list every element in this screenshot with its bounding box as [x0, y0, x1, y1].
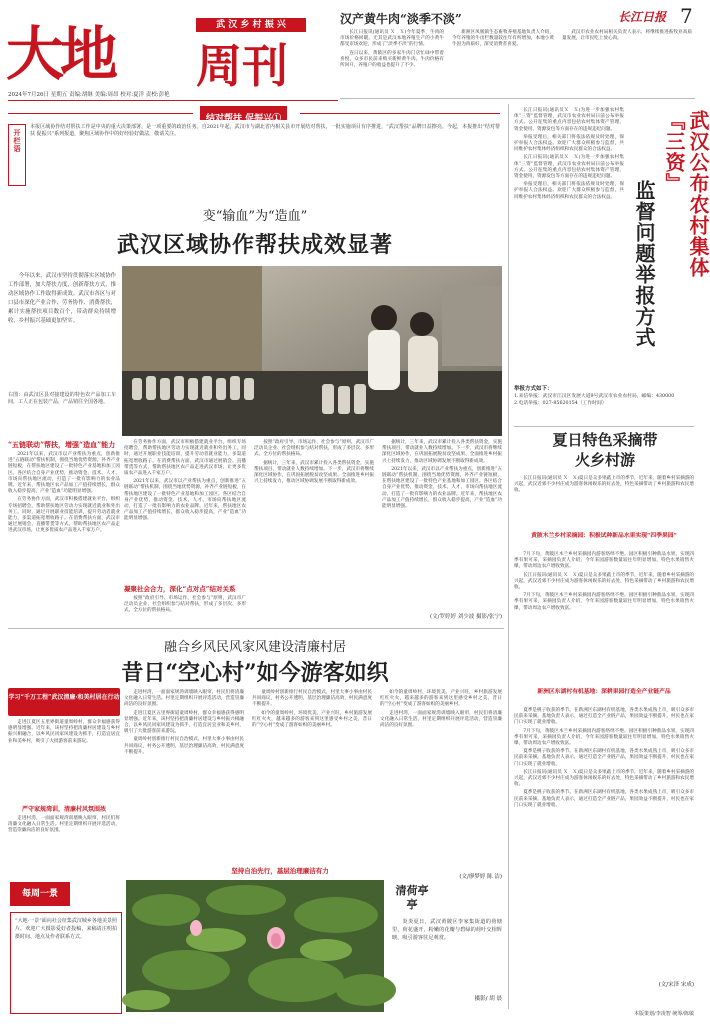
main-col-4	[382, 440, 502, 606]
bottom-para: 走进村湾，一面面家规湾训墙映入眼帘，村民们将清廉文化融入日常生活。村里定期组织开展评选活动，营造崇廉尚洁的良好氛围。	[380, 710, 502, 729]
right-para: 夏季是桃子收获的季节。在新洲区东湖村有机基地，各类水果成熟上市，吸引众多市民前来采摘。基地负责人表示，通过打造全产业链产品，果园效益不断提升，村民也在家门口实现了就业增收。	[514, 749, 694, 767]
notice-box	[10, 912, 122, 1014]
right-body-b	[514, 708, 694, 978]
right-para: 7月下旬，黄陂区木兰乡村采摘园内游客络绎不绝。园区积极引种新品水果，实现四季有果可采，采摘园负责人介绍，今年来园游客数量较往年明显增加，特色水果销售火爆，带动周边农户增收致富。	[514, 593, 694, 611]
main-photo	[122, 266, 502, 436]
feature-tag-text: 结对帮扶 促振兴①	[206, 114, 282, 124]
right-para: 举报受理后，相关部门将依法依规及时处理，保护举报人合法权益。欢迎广大群众积极参与监督，共同维护农村集体经济组织和农民群众的合法权益。	[514, 134, 624, 153]
right-para: 夏季是桃子收获的季节。在新洲区东湖村有机基地，各类水果成熟上市，吸引众多市民前来采摘。基地负责人表示，通过打造全产业链产品，果园效益不断提升，村民也在家门口实现了就业增收。	[514, 708, 694, 726]
bottom-para: 童周岭村创新推行村民自治模式，村里大事小事由村民共同商议，村务公开透明，基层治理廉洁高效，村民满意度不断提升。	[252, 690, 372, 708]
right-byline: (文/宋泽 宋成)	[658, 982, 694, 988]
paper-name: 长江日报	[618, 10, 667, 24]
right-story2-headline: 夏日特色采摘带火乡村游	[552, 431, 658, 469]
main-col-2	[124, 440, 246, 578]
main-kicker: 变“输血”为“造血”	[202, 209, 308, 224]
right-vertical-headline-2: 监督问题举报方式	[632, 180, 656, 348]
bottom-kicker: 融合乡风民风家风建设清廉村居	[163, 640, 346, 655]
main-para: 2021年以来，武汉市以产业帮扶为重点，创新推进“五链联动”帮扶机制，围绕当地优势资源，补齐产业链短板，在帮扶地区建设了一批特色产业基地和加工园区。各区结合自身产业优势，推动资金、技术、人才、市场向帮扶地区流动，打造了一批有影响力的农业品牌。近年来，帮扶地区农产品加工产值持续增长，群众收入稳步提高，产业“造血”功能明显增强。	[124, 479, 246, 522]
right-para: 长江日报讯(通讯员 Ｘ Ｘ)夏日是众多果蔬上市的季节，近年来，随着乡村采摘游的兴起，武汉近郊不少村庄成为游客休闲娱乐的好去处，特色采摘带动了乡村旅游和农民增收。	[514, 769, 694, 788]
bottom-sub-1: 严守家规湾训，清廉村风氛围浓	[21, 806, 106, 813]
main-para: 据统计，三年来，武汉市累计投入各类帮扶资金，实施帮扶项目，带动就业人数持续增加。下一步，武汉市将继续深化区域协作，在巩固拓展脱贫攻坚成果、全面推进乡村振兴上持续发力，推动区域协调发展不断取得新成效。	[382, 440, 502, 464]
weekly-photo-image	[126, 880, 384, 1012]
editor-line: 本版策划/李凌智 统筹/陈敏	[634, 1011, 694, 1017]
main-lead: 今年以来，武汉市坚持贯彻落实区域协作工作部署，加大帮扶力度，创新帮扶方式，推动区域协作工作取得新成效。武汉市各区与对口县市深化产业合作、劳务协作、消费帮扶，累计实施帮扶项目数百个，带动群众持续增收，乡村振兴基础更加坚实。	[8, 273, 116, 324]
feature-rule	[8, 113, 193, 114]
top-story-headline: 汉产黄牛肉“淡季不淡”	[340, 12, 462, 26]
bottom-para: 走进江夏区五里界街道童周岭村，群众幸福感获得感明显增强。近年来，该村坚持把清廉村居建设与乡村振兴相融合，以乡风民风家风建设为抓手，打造宜居宜业和美乡村，吸引了大批游客前来游玩。	[8, 720, 120, 744]
bottom-sidebar-title: 学习“千万工程”武汉清廉·和美村居在行动	[8, 694, 120, 701]
bottom-para: 童周岭村创新推行村民自治模式，村里大事小事由村民共同商议，村务公开透明，基层治理廉洁高效，村民满意度不断提升。	[124, 737, 244, 755]
right-para: 长江日报讯(通讯员Ｘ Ｘ)为进一步加强农村集体“三资”监督管理，武汉市农业农村局日前公布举报方式。公开征集的重点内容包括农村集体资产管理、资金使用、资源发包等方面存在的违规违纪问题。	[514, 155, 624, 180]
right-para: 7月下旬，黄陂区木兰乡村采摘园内游客络绎不绝。园区积极引种新品水果，实现四季有果可采，采摘园负责人介绍，今年来园游客数量较往年明显增加，特色水果销售火爆，带动周边农户增收致富。	[514, 552, 694, 570]
main-para: 在劳务协作方面，武汉市积极搭建就业平台，组织专场招聘会，帮助帮扶地区劳动力实现就近就业和外出务工。同时，通过开展职业技能培训，提升劳动者就业能力，多渠道拓宽增收路子。在消费帮扶方面，武汉市通过展销会、直播带货等方式，帮助帮扶地区农产品走进武汉市场，让更多优质农产品进入千家万户。	[8, 497, 120, 534]
page-number: 7	[680, 4, 693, 28]
top-story-para: 新洲区凤凰镇生态畜牧养殖基地负责人介绍，今年养殖的牛出栏数量较往年有所增加，本地小黄牛因为肉质好，深受消费者喜爱。	[452, 30, 554, 48]
main-sub-heading-1	[8, 440, 118, 450]
intro-label	[8, 124, 26, 186]
bottom-sub-2: 坚持自治先行，基层治理廉洁有力	[231, 867, 329, 875]
main-para: 在劳务协作方面，武汉市积极搭建就业平台，组织专场招聘会，帮助帮扶地区劳动力实现就近就业和外出务工。同时，通过开展职业技能培训，提升劳动者就业能力，多渠道拓宽增收路子。在消费帮扶方面，武汉市通过展销会、直播带货等方式，帮助帮扶地区农产品走进武汉市场，让更多优质农产品进入千家万户。	[124, 440, 246, 477]
weekly-badge	[10, 882, 70, 906]
right-sub-a: 黄陂木兰乡村采摘园：积极试种新品水果实现“四季果园”	[531, 533, 677, 539]
intro-text: 本报区域协作结对帮扶工作是中央的重大决策部署，是一项重要的政治任务。自2021年起，武汉市与湖北省内相关县市开展结对帮扶，一批实施项目有序推进，“武汉帮扶”品牌日益擦亮。今起，本报推出“结对帮扶 促振兴”系列报道，聚焦区域协作中的好经验好做法，敬请关注。	[30, 124, 500, 137]
top-story-col-3	[562, 30, 692, 94]
right-report-title: 举报方式如下：	[514, 386, 553, 392]
right-divider	[514, 426, 694, 427]
main-para: 2021年以来，武汉市以产业帮扶为重点，创新推进“五链联动”帮扶机制，围绕当地优势资源，补齐产业链短板，在帮扶地区建设了一批特色产业基地和加工园区。各区结合自身产业优势，推动资金、技术、人才、市场向帮扶地区流动，打造了一批有影响力的农业品牌。近年来，帮扶地区农产品加工产值持续增长，群众收入稳步提高，产业“造血”功能明显增强。	[8, 452, 120, 495]
masthead-rule	[8, 100, 338, 101]
right-para: 长江日报讯(通讯员Ｘ Ｘ)为进一步加强农村集体“三资”监督管理，武汉市农业农村局日前公布举报方式。公开征集的重点内容包括农村集体资产管理、资金使用、资源发包等方面存在的违规违纪问题。	[514, 108, 624, 132]
bottom-col-3	[252, 690, 372, 870]
top-story-para: 连日以来，黄陂区的多家牛肉门店忙碌中带着喜悦，众多市民前来购买新鲜黄牛肉。牛肉价格有所回升，养殖户的收益也提升了不少。	[340, 50, 444, 69]
bottom-para: 走进村湾，一面面家规湾训墙映入眼帘，村民们将清廉文化融入日常生活。村里定期组织开展评选活动，营造崇廉尚洁的良好氛围。	[8, 816, 120, 834]
weekly-desc: 炎炎夏日，武汉黄陂区李家集街道的荷塘里，荷花盛开，粉嫩的花瓣与碧绿的荷叶交相辉映，吸引游客驻足观赏。	[392, 919, 502, 941]
bottom-headline: 昔日“空心村”如今游客如织	[121, 660, 389, 686]
bottom-byline: (文/廖梦婷 陈 洁)	[459, 874, 502, 880]
bottom-sidebar-box	[8, 688, 120, 716]
notice-text: “大地·一景”面向社会征集武汉城乡各地美景照片，欢迎广大摄影爱好者投稿，来稿请注明拍摄时间、地点及作者联系方式。	[15, 918, 117, 940]
bottom-col-2	[124, 690, 244, 880]
main-para: 按照“政府引导、市场运作、社会参与”原则，武汉市广泛动员企业、社会组织参与结对帮扶，形成了多层次、多形式、全方位的帮扶格局。	[124, 596, 246, 614]
bottom-col-1	[8, 720, 120, 800]
right-vertical-headline-1: 武汉公布农村集体『三资』	[662, 110, 710, 278]
right-para: 举报受理后，相关部门将依法依规及时处理，保护举报人合法权益。欢迎广大群众积极参与监督，共同维护农村集体经济组织和农民群众的合法权益。	[514, 182, 624, 200]
weekly-title	[392, 884, 432, 912]
masthead-logo-big: 大地	[6, 20, 115, 88]
top-divider	[340, 98, 695, 99]
bottom-para: 如今的童周岭村，环境优美、产业兴旺，乡村旅游发展红红火火，越来越多的游客来到这里感受乡村之美，昔日的“空心村”变成了游客如织的美丽乡村。	[380, 690, 502, 708]
masthead-slogan-bar	[196, 18, 306, 32]
bottom-col-4	[380, 690, 502, 875]
weekly-photo	[126, 880, 384, 1012]
bottom-para: 如今的童周岭村，环境优美、产业兴旺，乡村旅游发展红红火火，越来越多的游客来到这里感受乡村之美，昔日的“空心村”变成了游客如织的美丽乡村。	[252, 710, 372, 729]
right-para: 夏季是桃子收获的季节。在新洲区东湖村有机基地，各类水果成熟上市，吸引众多市民前来采摘。基地负责人表示，通过打造全产业链产品，果园效益不断提升，村民也在家门口实现了就业增收。	[514, 790, 694, 808]
masthead-logo-small: 周刊	[196, 39, 288, 93]
main-photo-caption: 右图：由武汉区县对接建设的特色农产品加工车间，工人正在包装产品，产品销往全国各地。	[8, 392, 116, 405]
right-story2-body	[514, 476, 694, 528]
right-sub-b: 新洲区东湖村有机基地：深耕果园打造全产业链产品	[537, 689, 671, 695]
right-body-a	[514, 552, 694, 682]
top-story-para: 武汉市农业农村局相关负责人表示，将继续推进畜牧业高质量发展，让市民吃上放心肉。	[562, 30, 692, 42]
masthead-date-line: 2024年7月26日 星期五 责编:胡继 美编:周昂 校对:夏洋 责校:彭艳	[8, 92, 170, 98]
top-story-col-1	[340, 30, 444, 94]
top-story-para: 长江日报讯(通讯员 Ｘ Ｘ)今年夏季，牛肉的市场价格回暖。尤其是武汉本地养殖生产的小黄牛都受市场欢迎，形成了“淡季不淡”的行情。	[340, 30, 444, 48]
main-para: 按照“政府引导、市场运作、社会参与”原则，武汉市广泛动员企业、社会组织参与结对帮扶，形成了多层次、多形式、全方位的帮扶格局。	[254, 440, 374, 458]
bottom-col-1b	[8, 816, 120, 876]
main-para: 据统计，三年来，武汉市累计投入各类帮扶资金，实施帮扶项目，带动就业人数持续增加。下一步，武汉市将继续深化区域协作，在巩固拓展脱贫攻坚成果、全面推进乡村振兴上持续发力，推动区域协调发展不断取得新成效。	[254, 460, 374, 485]
right-para: 7月下旬，黄陂区木兰乡村采摘园内游客络绎不绝。园区积极引种新品水果，实现四季有果可采，采摘园负责人介绍，今年来园游客数量较往年明显增加，特色水果销售火爆，带动周边农户增收致富。	[514, 728, 694, 747]
right-report-body: 1.来信举报：武汉市江汉区发展大道9号武汉市农业农村局，邮编：430000 2.电话举报：027-85620154（工作时间）	[514, 394, 675, 406]
weekly-photographer: 摄影/ 胡 晨	[474, 996, 502, 1002]
intro-label-text: 开栏语	[13, 129, 22, 153]
main-col-3	[254, 440, 374, 620]
masthead-slogan: 武 汉 乡 村 振 兴	[216, 20, 286, 30]
feature-rule	[300, 113, 500, 114]
main-col-2b	[124, 596, 246, 624]
bottom-para: 走进村湾，一面面家规湾训墙映入眼帘，村民们将清廉文化融入日常生活。村里定期组织开展评选活动，营造崇廉尚洁的良好氛围。	[124, 690, 244, 708]
right-para: 长江日报讯(通讯员 Ｘ Ｘ)夏日是众多果蔬上市的季节，近年来，随着乡村采摘游的兴起，武汉近郊不少村庄成为游客休闲娱乐的好去处，特色采摘带动了乡村旅游和农民增收。	[514, 476, 694, 494]
main-headline: 武汉区域协作帮扶成效显著	[116, 232, 393, 258]
main-col-1	[8, 452, 120, 622]
bottom-divider	[8, 628, 504, 629]
right-column-border	[508, 104, 509, 1009]
weekly-badge-text: 每周一景	[21, 889, 58, 899]
weekly-title-text: 清荷亭亭	[395, 884, 429, 911]
feature-tag	[200, 106, 287, 124]
main-sub-heading-1-text: “五链联动”帮扶，增强“造血”能力	[8, 440, 116, 449]
main-para: 2021年以来，武汉市以产业帮扶为重点，创新推进“五链联动”帮扶机制，围绕当地优势资源，补齐产业链短板，在帮扶地区建设了一批特色产业基地和加工园区。各区结合自身产业优势，推动资金、技术、人才、市场向帮扶地区流动，打造了一批有影响力的农业品牌。近年来，帮扶地区农产品加工产值持续增长，群众收入稳步提高，产业“造血”功能明显增强。	[382, 466, 502, 510]
right-para: 长江日报讯(通讯员 Ｘ Ｘ)夏日是众多果蔬上市的季节，近年来，随着乡村采摘游的兴起，武汉近郊不少村庄成为游客休闲娱乐的好去处，特色采摘带动了乡村旅游和农民增收。	[514, 572, 694, 591]
right-story1-text	[514, 108, 624, 418]
bottom-para: 走进江夏区五里界街道童周岭村，群众幸福感获得感明显增强。近年来，该村坚持把清廉村居建设与乡村振兴相融合，以乡风民风家风建设为抓手，打造宜居宜业和美乡村，吸引了大批游客前来游玩。	[124, 710, 244, 735]
main-photo-image	[122, 266, 502, 436]
top-story-col-2	[452, 30, 554, 94]
main-byline: (文/罗婷婷 刘少波 摄影/张宁)	[430, 614, 502, 620]
main-sub-heading-2: 凝聚社会合力，深化“点对点”结对关系	[124, 585, 236, 593]
